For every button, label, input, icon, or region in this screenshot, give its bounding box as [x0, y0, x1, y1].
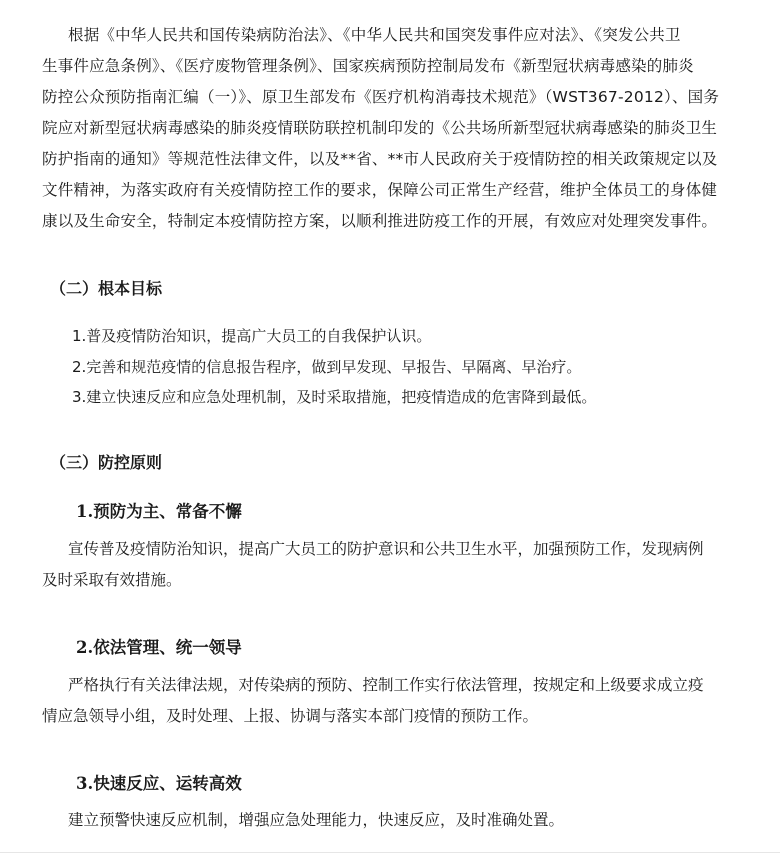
intro-line: 防护指南的通知》等规范性法律文件，以及**省、**市人民政府关于疫情防控的相关政策规定以及	[42, 150, 718, 168]
section-heading-principles: （三）防控原则	[50, 453, 163, 472]
intro-line: 院应对新型冠状病毒感染的肺炎疫情联防联控机制印发的《公共场所新型冠状病毒感染的肺炎卫生	[42, 119, 718, 137]
principle-text-line: 情应急领导小组，及时处理、上报、协调与落实本部门疫情的预防工作。	[42, 707, 539, 725]
page-bottom-divider	[0, 852, 780, 853]
intro-line: 文件精神，为落实政府有关疫情防控工作的要求，保障公司正常生产经营，维护全体员工的身体健	[42, 181, 718, 199]
intro-line: 康以及生命安全，特制定本疫情防控方案，以顺利推进防疫工作的开展，有效应对处理突发事件。	[42, 212, 718, 230]
intro-line: 防控公众预防指南汇编（一）》、原卫生部发布《医疗机构消毒技术规范》（WST367-2012）、国务	[42, 88, 720, 106]
goal-item: 1.普及疫情防治知识，提高广大员工的自我保护认识。	[72, 327, 432, 345]
principle-text-line: 及时采取有效措施。	[42, 571, 182, 589]
principle-title: 2.依法管理、统一领导	[76, 638, 242, 657]
intro-line: 根据《中华人民共和国传染病防治法》、《中华人民共和国突发事件应对法》、《突发公共卫	[68, 26, 681, 44]
principle-text-line: 严格执行有关法律法规，对传染病的预防、控制工作实行依法管理，按规定和上级要求成立疫	[68, 676, 704, 694]
intro-line: 生事件应急条例》、《医疗废物管理条例》、国家疾病预防控制局发布《新型冠状病毒感染的肺炎	[42, 57, 694, 75]
principle-text-line: 宣传普及疫情防治知识，提高广大员工的防护意识和公共卫生水平，加强预防工作，发现病例	[68, 540, 704, 558]
intro-paragraph	[42, 20, 748, 237]
principle-text-line: 建立预警快速反应机制，增强应急处理能力，快速反应，及时准确处置。	[68, 811, 565, 829]
goal-item: 3.建立快速反应和应急处理机制，及时采取措施，把疫情造成的危害降到最低。	[72, 388, 597, 406]
section-heading-goals: （二）根本目标	[50, 279, 163, 298]
principle-title: 3.快速反应、运转高效	[76, 774, 242, 793]
goal-item: 2.完善和规范疫情的信息报告程序，做到早发现、早报告、早隔离、早治疗。	[72, 358, 582, 376]
principle-title: 1.预防为主、常备不懈	[76, 502, 242, 521]
